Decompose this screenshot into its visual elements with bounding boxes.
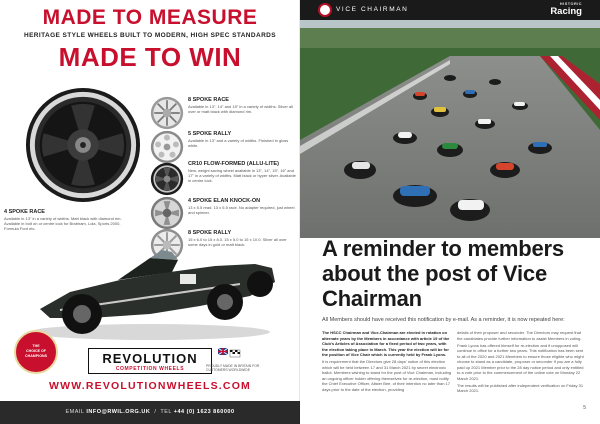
tel-number: +44 (0) 1623 860000 (173, 409, 235, 415)
article-lead-paragraph: The HSCC Chairman and Vice-Chairman are elected in rotation on alternate years by the Members in accordance with article 19 of the Club's Articles of Association for a fixed period of two years, with the election taking place in March. This year the election will be for the position of Vice Chair which is currently held by Frank Lyons. (322, 330, 450, 357)
wheel-title: 4 SPOKE RACE (4, 209, 45, 215)
article-column-2 (457, 330, 587, 395)
wheel-text: Available in 13" and a variety of widths. Finished in gloss white. (188, 138, 289, 148)
magazine-logo-line-2: Racing (550, 6, 582, 17)
wheel-text: 15 x 6.0 to 15 x 8.0. 15 x 5.0 to 15 x 10.0. Silver all over some days in gold or matt black. (188, 237, 287, 247)
flags-icon (216, 346, 242, 364)
article-headline: A reminder to members about the post of Vice Chairman (322, 236, 564, 311)
five-spoke-rally-wheel-image (150, 130, 184, 164)
wheel-text: New, weight saving wheel available in 13", 14", 15", 16" and 17" in a variety of widths. Matt black or hyper silver. Available in centre lock. (188, 168, 296, 183)
wheel-title: 5 SPOKE RALLY (188, 131, 232, 137)
article-paragraph: details of their proposer and seconder. The Directors may request that the candidates provide further information to assist Members in voting. (457, 330, 582, 341)
email-label: EMAIL (65, 409, 85, 415)
choice-of-champions-badge (14, 330, 58, 374)
article-paragraph: It is requirement that the Directors give 28 days' notice of this election which will be held between 17 and 31 March 2021 by secret electronic ballot. Members wishing to stand for the post of Vice Chairman, including an ongoing officer holder offering themselves for re-election, must notify the Chief Executive Officer, Alister Bee, of their intention no later than 17 days prior to the date of the election, providing (322, 359, 452, 392)
tel-label: TEL (160, 409, 172, 415)
wheel-description-5-spoke-rally (188, 131, 296, 148)
advert-contact-footer: EMAIL INFO@RWIL.ORG.UK / TEL +44 (0) 1623 860000 (0, 401, 300, 424)
wheel-title: 8 SPOKE RALLY (188, 230, 232, 236)
cr10-flow-formed-wheel-image (150, 162, 184, 196)
brand-name: REVOLUTION (102, 351, 198, 366)
advert-website-link[interactable]: WWW.REVOLUTIONWHEELS.COM (48, 380, 252, 392)
badge-line-3: CHAMPIONS (25, 354, 47, 358)
article-column-1 (322, 330, 452, 394)
race-start-photo (300, 20, 600, 238)
revolution-logo (88, 348, 212, 374)
advert-subheading: HERITAGE STYLE WHEELS BUILT TO MODERN, HIGH SPEC STANDARDS (23, 32, 277, 39)
race-car-image (0, 214, 300, 344)
eight-spoke-race-wheel-image (150, 96, 184, 130)
badge-line-1: THE (32, 344, 40, 348)
historic-racing-logo (542, 2, 582, 17)
page-number: 5 (583, 405, 586, 411)
wheel-title: 4 SPOKE ELAN KNOCK-ON (188, 198, 261, 204)
four-spoke-wheel-image (24, 86, 142, 204)
email-link[interactable]: INFO@RWIL.ORG.UK (86, 409, 151, 415)
advert-headline-top: MADE TO MEASURE (42, 6, 258, 29)
article-paragraph: The results will be published after independent verification on Friday 31 March 2021. (457, 382, 584, 393)
wheel-description-8-spoke-race (188, 97, 296, 114)
brand-tagline: COMPETITION WHEELS (115, 366, 185, 372)
wheel-title: CR10 FLOW-FORMED (ALLU-LITE) (188, 161, 279, 167)
right-page-article (300, 0, 600, 424)
article-intro: All Members should have received this notification by e-mail. As a reminder, it is now repeated here: (322, 317, 565, 323)
wheel-text: Available in 13", 14" and 15" in a variety of widths. Silver all over or matt black with diamond rim. (188, 104, 293, 114)
section-title: VICE CHAIRMAN (336, 6, 409, 13)
wheel-description-cr10 (188, 161, 296, 183)
wheel-title: 8 SPOKE RACE (188, 97, 229, 103)
wheel-text: Available in 13" in a variety of widths. Matt black with diamond rim. Available in bolt on or centre lock for Brabham, Lola, Sports 2000, Formula Ford etc. (4, 216, 122, 231)
made-in-britain-caption: PROUDLY MADE IN BRITAIN FOR CUSTOMERS WORLDWIDE (206, 364, 260, 372)
magazine-logo-line-1: HISTORIC (559, 2, 582, 6)
section-header-bar (300, 0, 600, 20)
badge-line-2: CHOICE OF (26, 349, 46, 353)
wheel-text: 13 x 5.5 read. 13 x 5.5 race. No adapter required, just wheel and spinner. (188, 205, 295, 215)
article-paragraph: Frank Lyons has offered himself for re-election and if unopposed will continue in office for a further two years. This notification has been sent to all of the 2020 and 2021 Members to ensure those eligible who might choose to stand as a candidate, proposer or seconder if you are a fully paid up 2021 Member prior to the 28 day notice period and only entitled to a vote prior to the commencement of the online vote on Monday 22 March 2021. (457, 342, 584, 381)
hscc-logo-icon (318, 3, 332, 17)
wheel-description-elan (188, 198, 296, 215)
advert-headline-bottom: MADE TO WIN (58, 42, 242, 72)
